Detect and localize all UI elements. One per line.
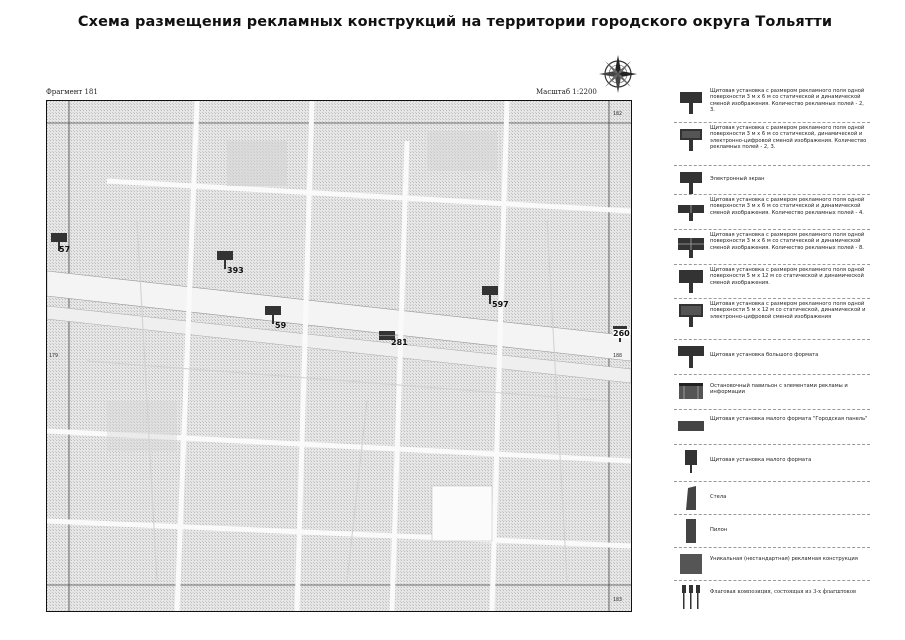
adjacent-ref-top-right[interactable]: 182 bbox=[613, 111, 623, 117]
marker-label-393: 393 bbox=[227, 266, 244, 275]
adjacent-ref-bottom-right[interactable]: 183 bbox=[613, 597, 623, 603]
scale-label: Масштаб 1:2200 bbox=[536, 88, 597, 96]
legend-text: Щитовая установка малого формата bbox=[710, 457, 812, 463]
city-format-icon bbox=[678, 414, 704, 438]
legend-item bbox=[674, 123, 870, 166]
legend-item bbox=[674, 299, 870, 340]
pylon-icon bbox=[678, 519, 704, 543]
electronic-screen-icon bbox=[678, 170, 704, 194]
pavilion-icon bbox=[678, 379, 704, 403]
marker-label-57: 57 bbox=[59, 245, 71, 254]
legend-text: Щитовая установка с размером рекламного поля одной поверхности 3 м х 6 м со статической и динамической сменой изображения. Количество рекламных полей - 2, 3. bbox=[710, 88, 865, 113]
legend-item bbox=[674, 265, 870, 299]
legend-item bbox=[674, 482, 870, 515]
large-format-billboard-icon bbox=[678, 344, 704, 368]
legend-item bbox=[674, 445, 870, 482]
legend-item bbox=[674, 195, 870, 230]
billboard-3x6-icon bbox=[678, 90, 704, 114]
legend-text: Флаговая композиция, состоящая из 3-х флагштоков bbox=[710, 589, 856, 595]
billboard-8-fields-icon bbox=[678, 234, 704, 258]
legend-item bbox=[674, 581, 870, 615]
legend-text: Стела bbox=[710, 494, 727, 500]
legend-text: Щитовая установка с размером рекламного поля одной поверхности 3 м х 6 м со статической и динамической сменой изображения. Количество рекламных полей - 8. bbox=[710, 232, 865, 251]
map-fragment[interactable] bbox=[46, 100, 632, 612]
legend-item bbox=[674, 515, 870, 548]
map-base bbox=[47, 101, 631, 611]
page-title: Схема размещения рекламных конструкций на территории городского округа Тольятти bbox=[77, 14, 833, 30]
marker-label-59: 59 bbox=[275, 321, 287, 330]
legend-text: Электронный экран bbox=[710, 176, 765, 182]
billboard-3x6-digital-icon bbox=[678, 127, 704, 151]
stela-icon bbox=[678, 486, 704, 510]
legend-text: Щитовая установка большого формата bbox=[710, 352, 819, 358]
legend-text: Щитовая установка с размером рекламного поля одной поверхности 5 м х 12 м со статической, динамической и электронно-цифровой сменой изображения bbox=[710, 301, 866, 320]
legend-item bbox=[674, 548, 870, 581]
legend-item bbox=[674, 375, 870, 410]
legend-item bbox=[674, 340, 870, 375]
billboard-5x12-icon bbox=[678, 269, 704, 293]
marker-label-260: 260 bbox=[613, 329, 630, 338]
legend-text: Щитовая установка с размером рекламного поля одной поверхности 3 м х 6 м со статической и динамической сменой изображения. Количество рекламных полей - 4. bbox=[710, 197, 865, 216]
legend-item bbox=[674, 230, 870, 265]
legend bbox=[674, 86, 870, 616]
legend-item bbox=[674, 86, 870, 123]
flag-composition-icon bbox=[678, 585, 704, 609]
legend-text: Щитовая установка малого формата "Городская панель" bbox=[710, 416, 868, 422]
adjacent-ref-left[interactable]: 179 bbox=[49, 353, 59, 359]
billboard-5x12-digital-icon bbox=[678, 303, 704, 327]
legend-text: Щитовая установка с размером рекламного поля одной поверхности 5 м х 12 м со статической и динамической сменой изображения. bbox=[710, 267, 865, 286]
unique-construction-icon bbox=[678, 552, 704, 576]
legend-item bbox=[674, 166, 870, 195]
legend-text: Уникальная (нестандартная) рекламная конструкция bbox=[710, 556, 858, 562]
legend-text: Щитовая установка с размером рекламного поля одной поверхности 3 м х 6 м со статической, динамической и электронно-цифровой сменой изображения. Количество рекламных полей - 2, 3. bbox=[710, 125, 867, 150]
marker-label-597: 597 bbox=[492, 300, 509, 309]
small-format-icon bbox=[678, 449, 704, 473]
legend-text: Остановочный павильон с элементами рекламы и информации bbox=[710, 383, 848, 396]
compass-rose-icon bbox=[598, 54, 638, 94]
marker-label-281: 281 bbox=[391, 338, 408, 347]
billboard-4-fields-icon bbox=[678, 199, 704, 223]
legend-item bbox=[674, 410, 870, 445]
legend-text: Пилон bbox=[710, 527, 728, 533]
fragment-label: Фрагмент 181 bbox=[46, 88, 98, 96]
adjacent-ref-right[interactable]: 188 bbox=[613, 353, 623, 359]
